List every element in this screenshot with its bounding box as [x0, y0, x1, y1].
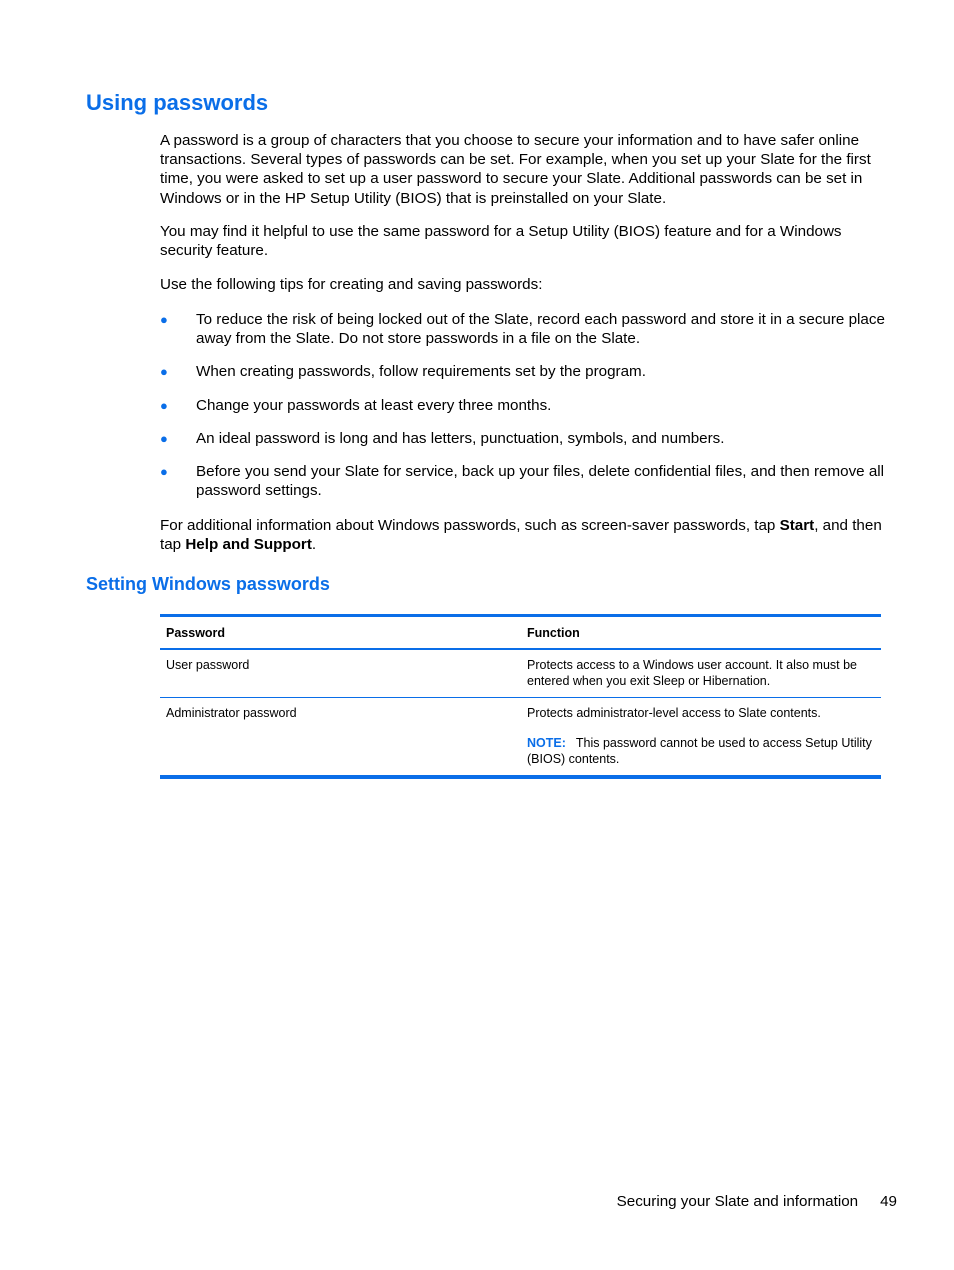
tip-text: Change your passwords at least every three months. [196, 396, 552, 414]
tip-text: When creating passwords, follow requirements set by the program. [196, 363, 646, 381]
help-and-support-label: Help and Support [185, 536, 312, 554]
list-item [160, 396, 885, 415]
note [527, 735, 875, 767]
additional-info-text: , and then tap [160, 517, 882, 554]
list-item [160, 362, 885, 381]
table-header-row [160, 616, 881, 650]
table-row [160, 698, 881, 778]
bullet-icon: ● [160, 312, 168, 327]
note-text: This password cannot be used to access Setup Utility (BIOS) contents. [527, 736, 872, 766]
tips-intro: Use the following tips for creating and saving passwords: [160, 276, 543, 293]
list-item [160, 429, 885, 448]
intro-paragraph: A password is a group of characters that you choose to secure your information and to have safer online transactions. Several types of passwords can be set. For example, when you set up your Slate for the first time, you were asked to set up a user password to secure your Slate. Additional passwords can be set in Windows or in the HP Setup Utility (BIOS) that is preinstalled on your Slate. [160, 132, 871, 207]
password-cell: User password [166, 658, 250, 672]
page-heading: Using passwords [86, 90, 269, 115]
additional-info-paragraph [160, 516, 885, 554]
list-item [160, 310, 885, 348]
bullet-icon: ● [160, 430, 168, 446]
bullet-icon: ● [160, 397, 168, 413]
function-text: Protects administrator-level access to Slate contents. [527, 706, 821, 720]
page-footer [617, 1192, 897, 1211]
function-cell: Protects access to a Windows user account. It also must be entered when you exit Sleep or Hibernation. [527, 658, 858, 688]
additional-info-text: For additional information about Windows passwords, such as screen-saver passwords, tap [160, 517, 780, 534]
tip-text: Before you send your Slate for service, back up your files, delete confidential files, and then remove all password settings. [196, 463, 885, 500]
tip-text: To reduce the risk of being locked out of the Slate, record each password and store it in a secure place away from the Slate. Do not store passwords in a file on the Slate. [196, 311, 885, 348]
table-row [160, 649, 881, 698]
column-header-function: Function [527, 626, 580, 640]
function-cell [521, 698, 881, 778]
tip-text: An ideal password is long and has letters, punctuation, symbols, and numbers. [196, 429, 725, 447]
second-paragraph: You may find it helpful to use the same password for a Setup Utility (BIOS) feature and for a Windows security feature. [160, 223, 842, 260]
start-label: Start [779, 517, 815, 534]
additional-info-text: . [311, 536, 317, 554]
footer-section-title: Securing your Slate and information [616, 1193, 859, 1210]
list-item [160, 462, 885, 500]
section-subheading: Setting Windows passwords [86, 574, 330, 594]
note-label: NOTE: [527, 736, 566, 750]
password-cell: Administrator password [166, 706, 297, 720]
passwords-table [160, 614, 881, 779]
column-header-password: Password [166, 626, 226, 640]
page-number: 49 [880, 1193, 897, 1210]
bullet-icon: ● [160, 464, 168, 480]
tips-list [160, 310, 885, 500]
bullet-icon: ● [160, 364, 168, 380]
